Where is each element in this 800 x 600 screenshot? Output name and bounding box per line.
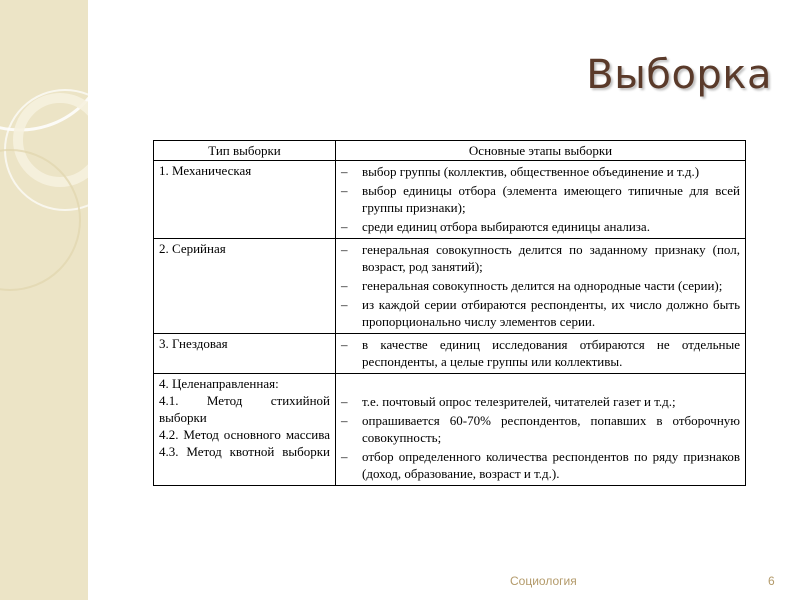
list-item: – в качестве единиц исследования отбираются не отдельные респонденты, а целые группы или коллективы. bbox=[341, 336, 740, 370]
type-sublabel: 4.1. Метод стихийной выборки bbox=[159, 393, 330, 425]
list-item: – опрашивается 60-70% респондентов, попавших в отборочную совокупность; bbox=[341, 412, 740, 446]
decorative-circles bbox=[0, 0, 88, 600]
stages-list bbox=[341, 336, 740, 370]
type-label: 4. Целенаправленная: bbox=[159, 376, 279, 391]
list-item: – выбор единицы отбора (элемента имеющего типичные для всей группы признаки); bbox=[341, 182, 740, 216]
page-number: 6 bbox=[768, 574, 775, 588]
list-item: – генеральная совокупность делится на однородные части (серии); bbox=[341, 277, 740, 294]
decorative-side-band bbox=[0, 0, 88, 600]
table-header-row bbox=[154, 141, 746, 161]
stages-cell bbox=[336, 239, 746, 334]
list-item: – из каждой серии отбираются респонденты, их число должно быть пропорционально числу элементов серии. bbox=[341, 296, 740, 330]
table-row bbox=[154, 239, 746, 334]
column-header-stages: Основные этапы выборки bbox=[336, 141, 746, 161]
table-row bbox=[154, 334, 746, 374]
footer-subject: Социология bbox=[510, 574, 577, 588]
type-label: 1. Механическая bbox=[159, 163, 252, 178]
type-cell bbox=[154, 334, 336, 374]
column-header-type: Тип выборки bbox=[154, 141, 336, 161]
list-item: – среди единиц отбора выбираются единицы анализа. bbox=[341, 218, 740, 235]
stages-list bbox=[341, 241, 740, 330]
type-cell bbox=[154, 374, 336, 486]
list-item: – т.е. почтовый опрос телезрителей, читателей газет и т.д.; bbox=[341, 393, 740, 410]
type-label: 3. Гнездовая bbox=[159, 336, 228, 351]
table-row bbox=[154, 161, 746, 239]
stages-cell bbox=[336, 374, 746, 486]
list-item: – отбор определенного количества респондентов по ряду признаков (доход, образование, возраст и т.д.). bbox=[341, 448, 740, 482]
type-cell bbox=[154, 161, 336, 239]
list-item: – генеральная совокупность делится по заданному признаку (пол, возраст, род занятий); bbox=[341, 241, 740, 275]
type-cell bbox=[154, 239, 336, 334]
type-sublabel: 4.2. Метод основного массива bbox=[159, 427, 330, 442]
stages-list bbox=[341, 163, 740, 235]
list-item: – выбор группы (коллектив, общественное объединение и т.д.) bbox=[341, 163, 740, 180]
table-row bbox=[154, 374, 746, 486]
type-label: 2. Серийная bbox=[159, 241, 226, 256]
type-sublabel: 4.3. Метод квотной выборки bbox=[159, 444, 330, 459]
stages-cell bbox=[336, 161, 746, 239]
page-title: Выборка bbox=[586, 52, 772, 98]
stages-cell bbox=[336, 334, 746, 374]
sampling-table bbox=[153, 140, 746, 486]
stages-list bbox=[341, 393, 740, 482]
